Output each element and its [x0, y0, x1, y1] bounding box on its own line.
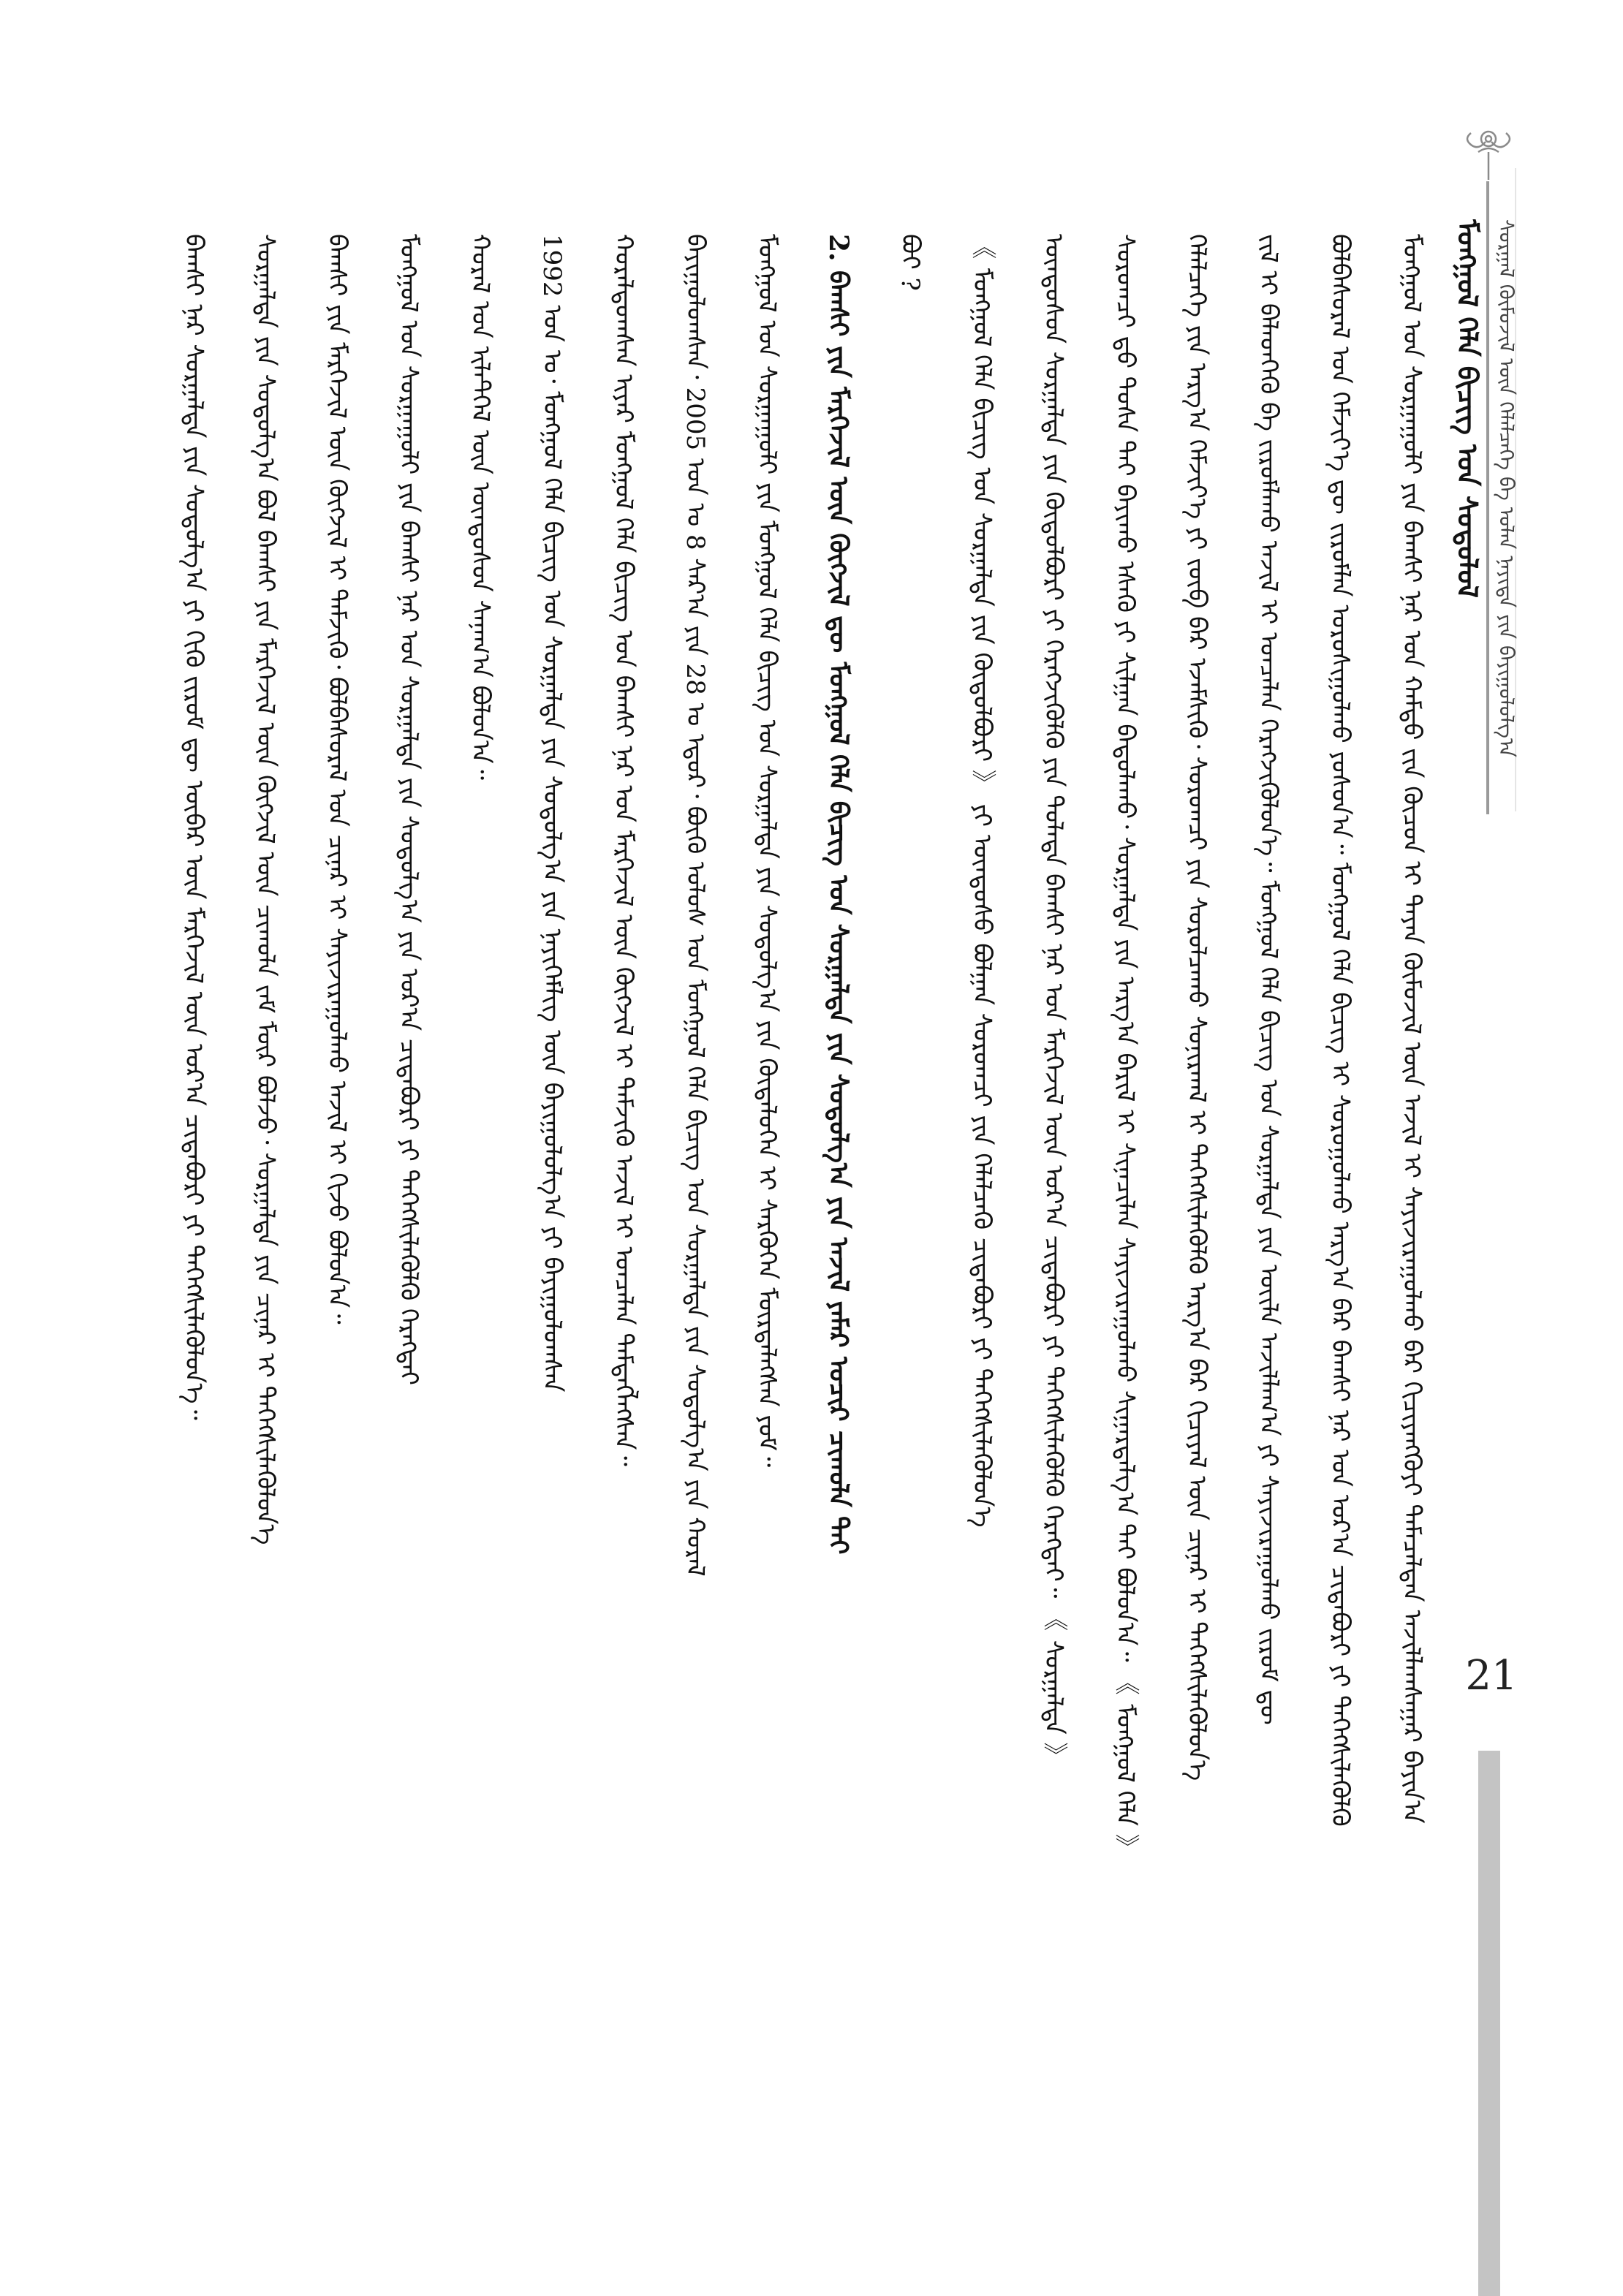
text-column-6: ᠦᠨᠳᠦᠰᠦᠨ ᠰᠤᠷᠭᠠᠯᠲᠠ ᠶᠢᠨ ᠬᠥᠲᠥᠯᠪᠦᠷᠢ ᠶᠢ ᠬᠡᠷᠡᠭᠵᠢᠭᠦᠯᠬᠦ ᠶᠢᠨ ᠲᠤᠯᠠᠳᠠ ᠪᠠᠭᠰᠢ ᠨᠠᠷ ᠤᠨ ᠮᠡᠷᠭᠡᠵᠢᠯ ᠦᠨ ᠤᠷ᠎ᠠ ᠴᠢᠳᠠᠪᠤᠷᠢ ᠶᠢ ᠳᠡᠭᠡᠭᠰᠢᠯᠡᠭᠦᠯᠬᠦ ᠬᠡᠷᠡᠭᠲᠡᠶ᠃ 《 ᠰᠤᠷᠭᠠᠯᠲᠠ 》 [1039, 234, 1068, 1768]
text-column-3: ᠵᠢᠯ ᠢ ᠪᠡᠯᠡᠳᠬᠡᠬᠦ ᠪᠠ ᠵᠢᠷᠤᠮᠯᠠᠬᠤ ᠠᠵᠢᠯ ᠢ ᠣᠨᠴᠠᠯᠠᠨ ᠬᠡᠷᠡᠭᠵᠢᠭᠦᠯᠦᠨ᠎ᠡ᠃ ᠮᠣᠩᠭᠣᠯ ᠬᠡᠯᠡ ᠪᠢᠴᠢᠭ᠌ ᠤᠨ ᠰᠤᠷᠭᠠᠯᠲᠠ ᠶᠢᠨ ᠦᠢᠯᠡ ᠠᠵᠢᠯᠯᠠᠭ᠎ᠠ ᠶᠢ ᠰᠠᠶᠢᠵᠢᠷᠠᠭᠤᠯᠬᠤ ᠵᠢᠷᠤᠮ ᠳᠦ [1254, 234, 1283, 1725]
text-column-5: ᠰᠤᠷᠤᠭᠴᠢ ᠳ᠋ᠤ᠌ ᠲᠤᠰᠠ ᠲᠠᠢ ᠪᠠᠶᠢᠬᠤ ᠡᠰᠡᠬᠦ ᠶᠢ ᠰᠢᠯᠭᠠᠨ ᠪᠠᠲᠤᠯᠠᠬᠤ᠂ ᠰᠤᠷᠭᠠᠯᠲᠠ ᠶᠢᠨ ᠠᠷᠭ᠎ᠠ ᠪᠠᠷᠢᠯ ᠢ ᠰᠢᠨᠡᠴᠢᠯᠡᠨ ᠰᠠᠶᠢᠵᠢᠷᠠᠭᠤᠯᠬᠤ ᠰᠢᠭᠠᠷᠳᠠᠯᠭ᠎ᠠ ᠲᠠᠶ ᠪᠣᠯᠤᠨ᠎ᠠ᠃ 《 ᠮᠣᠩᠭᠣᠯ ᠬᠡᠯᠡ 》 [1111, 234, 1140, 1860]
ornament-scroll-icon [1456, 123, 1521, 181]
text-column-16: ᠰᠤᠷᠭᠠᠯᠲᠠ ᠶᠢᠨ ᠰᠤᠳᠤᠯᠭ᠎ᠠ ᠪᠣᠯ ᠪᠠᠭᠰᠢ ᠶᠢᠨ ᠮᠡᠷᠭᠡᠵᠢᠯ ᠦᠨ ᠬᠥᠭᠵᠢᠯ ᠦᠨ ᠴᠢᠬᠤᠯᠠ ᠵᠠᠮ ᠮᠥᠷ ᠪᠣᠯᠵᠤ᠂ ᠰᠤᠷᠭᠠᠯᠲᠠ ᠶᠢᠨ ᠴᠢᠨᠠᠷ ᠢ ᠳᠡᠭᠡᠭᠰᠢᠯᠡᠭᠦᠯᠦᠨ᠎ᠡ [251, 234, 280, 1545]
page-number: 21 [1465, 1652, 1518, 1700]
running-header [1443, 219, 1524, 994]
text-column-1: ᠮᠣᠩᠭᠣᠯ ᠤᠨ ᠰᠤᠷᠭᠠᠭᠤᠯᠢ ᠶᠢᠨ ᠪᠠᠭᠰᠢ ᠨᠠᠷ ᠤᠨ ᠬᠠᠮᠲᠤ ᠵᠢᠨ ᠬᠦᠴᠦᠨ ᠢ ᠳᠠᠶᠠᠨ ᠬᠦᠮᠦᠵᠢᠯ ᠦᠨ ᠠᠵᠢᠯ ᠢ ᠰᠠᠶᠢᠵᠢᠷᠠᠭᠤᠯᠬᠤ ᠪᠠᠷ ᠬᠢᠴᠢᠶᠡᠩᠭᠦᠶᠢ ᠲᠡᠮᠡᠴᠡᠯᠳᠡᠨ ᠠᠵᠢᠯᠯᠠᠭᠰᠠᠭᠠᠷ ᠪᠠᠶᠢᠨ᠎ᠠ [1397, 234, 1426, 1824]
text-column-13: ᠬᠤᠷᠠᠯ ᠤᠨ ᠢᠯᠡᠲᠬᠡᠯ ᠦᠨ ᠦᠨᠳᠦᠰᠦᠨ ᠰᠠᠨᠠᠭ᠎ᠠ ᠪᠣᠯᠤᠨ᠎ᠠ᠃ [466, 234, 495, 780]
text-column-2: ᠪᠣᠯᠪᠠᠰᠤᠷᠠᠯ ᠤᠨ ᠬᠡᠮᠵᠢᠶ᠎ᠡ ᠳᠦ ᠵᠢᠷᠤᠮᠯᠠᠨ ᠣᠷᠣᠰᠢᠭᠤᠯᠬᠤ ᠶᠤᠰᠤᠨ᠎ᠠ᠃ ᠮᠣᠩᠭᠣᠯ ᠬᠡᠯᠡ ᠪᠢᠴᠢᠭ᠌ ᠢ ᠰᠤᠷᠤᠭᠤᠯᠬᠤ ᠠᠷᠭ᠎ᠠ ᠪᠠᠷ ᠪᠠᠭᠰᠢ ᠨᠠᠷ ᠤᠨ ᠤᠷ᠎ᠠ ᠴᠢᠳᠠᠪᠤᠷᠢ ᠶᠢ ᠳᠡᠭᠡᠭᠰᠢᠯᠡᠭᠦᠯᠬᠦ [1325, 234, 1355, 1827]
section-heading: 2. ᠪᠠᠭᠰᠢ ᠶᠢᠨ ᠮᠡᠷᠭᠡᠵᠢᠯ ᠦᠨ ᠬᠥᠭᠵᠢᠯ ᠳᠦ ᠮᠣᠩᠭᠣᠯ ᠬᠡᠯᠡ ᠪᠢᠴᠢᠭ᠌ ᠤᠨ ᠰᠤᠷᠭᠠᠯᠲᠠ ᠶᠢᠨ ᠰᠤᠳᠤᠯᠭ᠎ᠠ ᠶᠢᠨ ᠠᠵᠢᠯ ᠶᠠᠮᠠᠷ ᠤᠴᠢᠷ ᠴᠢᠬᠤᠯᠠ ᠲᠠᠶ [823, 234, 854, 1555]
running-header-title: ᠮᠣᠩᠭᠣᠯ ᠬᠡᠯᠡ ᠪᠢᠴᠢᠭ᠌ ᠤᠨ ᠰᠤᠳᠤᠯᠤᠯ [1451, 219, 1484, 598]
page-edge-bar [1478, 1751, 1500, 2296]
text-column-17: ᠪᠠᠭᠰᠢ ᠨᠠᠷ ᠰᠤᠷᠭᠠᠯᠲᠠ ᠶᠢᠨ ᠰᠤᠳᠤᠯᠭ᠎ᠠ ᠶᠢ ᠬᠢᠬᠦ ᠵᠢᠷᠤᠮ ᠳᠦ ᠥᠪᠡᠷ ᠦᠨ ᠮᠡᠷᠭᠡᠵᠢᠯ ᠦᠨ ᠤᠷ᠎ᠠ ᠴᠢᠳᠠᠪᠤᠷᠢ ᠶᠢ ᠳᠡᠭᠡᠭᠰᠢᠯᠡᠭᠦᠯᠦᠨ᠎ᠡ᠃ [179, 234, 208, 1420]
running-header-subtitle: ᠰᠤᠷᠭᠠᠯ ᠬᠦᠮᠦᠵᠢᠯ ᠦᠨ ᠬᠡᠯᠡᠯᠴᠡᠭᠡ ᠪᠠ ᠣᠯᠠᠨ ᠨᠡᠶᠢᠲᠡ ᠶᠢᠨ ᠪᠠᠶᠢᠭᠤᠯᠤᠯᠭ᠎ᠠ [1494, 219, 1518, 757]
text-column-8: ᠪᠤᠢ ? [896, 234, 925, 291]
text-column-11: ᠬᠤᠷᠠᠯᠳᠤᠭᠰᠠᠨ ᠢᠶᠠᠷ ᠮᠣᠩᠭᠣᠯ ᠬᠡᠯᠡ ᠪᠢᠴᠢᠭ᠌ ᠤᠨ ᠪᠠᠭᠰᠢ ᠨᠠᠷ ᠤᠨ ᠮᠡᠷᠭᠡᠵᠢᠯ ᠦᠨ ᠬᠥᠭᠵᠢᠯ ᠢ ᠳᠡᠮᠵᠢᠬᠦ ᠠᠵᠢᠯ ᠢ ᠣᠨᠴᠠᠯᠠᠨ ᠲᠡᠮᠳᠡᠭᠯᠡᠭᠰᠡᠨ᠃ [609, 234, 638, 1466]
text-column-9: ᠮᠣᠩᠭᠣᠯ ᠤᠨ ᠰᠤᠷᠭᠠᠭᠤᠯᠢ ᠶᠢᠨ ᠮᠣᠩᠭᠣᠯ ᠬᠡᠯᠡ ᠪᠢᠴᠢᠭ᠌ ᠤᠨ ᠰᠤᠷᠭᠠᠯᠲᠠ ᠶᠢᠨ ᠰᠤᠳᠤᠯᠭ᠎ᠠ ᠶᠢᠨ ᠬᠥᠳᠡᠯᠦᠭᠡᠨ ᠢ ᠰᠡᠷᠭᠦᠭᠡᠨ ᠮᠥᠷᠳᠡᠯᠡᠭᠰᠡᠨ ᠶᠤᠮ᠃ [752, 234, 782, 1468]
text-column-15: ᠪᠠᠭᠰᠢ ᠶᠢᠨ ᠮᠡᠷᠭᠡᠵᠢᠯ ᠦᠨ ᠬᠥᠭᠵᠢᠯ ᠢ ᠳᠡᠮᠵᠢᠬᠦ᠂ ᠪᠣᠯᠪᠠᠰᠤᠷᠠᠯ ᠤᠨ ᠴᠢᠨᠠᠷ ᠢ ᠰᠠᠶᠢᠵᠢᠷᠠᠭᠤᠯᠬᠤ ᠠᠵᠢᠯ ᠢ ᠬᠢᠵᠦ ᠪᠣᠯᠤᠨ᠎ᠠ᠃ [322, 234, 352, 1325]
text-column-10: ᠪᠠᠶᠢᠭᠤᠯᠤᠭᠰᠠᠨ᠂ 2005 ᠣᠨ ᠤ 8 ᠰᠠᠷ᠎ᠠ ᠶᠢᠨ 28 ᠤ ᠡᠳᠦᠷ᠂ ᠪᠦᠬᠦ ᠤᠯᠤᠰ ᠤᠨ ᠮᠣᠩᠭᠣᠯ ᠬᠡᠯᠡ ᠪᠢᠴᠢᠭ᠌ ᠤᠨ ᠰᠤᠷᠭᠠᠯᠲᠠ ᠶᠢᠨ ᠰᠤᠳᠤᠯᠭ᠎ᠠ ᠶᠢᠨ ᠬᠤᠷᠠᠯ [681, 234, 710, 1577]
text-column-14: ᠮᠣᠩᠭᠣᠯ ᠤᠨ ᠰᠤᠷᠭᠠᠭᠤᠯᠢ ᠶᠢᠨ ᠪᠠᠭᠰᠢ ᠨᠠᠷ ᠤᠨ ᠰᠤᠷᠭᠠᠯᠲᠠ ᠶᠢᠨ ᠰᠤᠳᠤᠯᠭ᠎ᠠ ᠶᠢᠨ ᠤᠷ᠎ᠠ ᠴᠢᠳᠠᠪᠤᠷᠢ ᠶᠢ ᠳᠡᠭᠡᠭᠰᠢᠯᠡᠭᠦᠯᠬᠦ ᠬᠡᠷᠡᠭᠲᠡᠶ [394, 234, 423, 1386]
text-column-7: 《 ᠮᠣᠩᠭᠣᠯ ᠬᠡᠯᠡ ᠪᠢᠴᠢᠭ᠌ ᠤᠨ ᠰᠤᠷᠭᠠᠯᠲᠠ ᠶᠢᠨ ᠬᠥᠲᠥᠯᠪᠦᠷᠢ 》 ᠶᠢ ᠦᠨᠳᠦᠰᠦ ᠪᠣᠯᠭᠠᠨ ᠰᠤᠷᠤᠭᠴᠢ ᠶᠢᠨ ᠬᠡᠯᠡᠯᠴᠡᠬᠦ ᠴᠢᠳᠠᠪᠤᠷᠢ ᠶᠢ ᠳᠡᠭᠡᠭᠰᠢᠯᠡᠭᠦᠯᠦᠨ᠎ᠡ [967, 234, 996, 1528]
text-column-4: ᠬᠡᠯᠡᠯᠴᠡᠭᠡ ᠶᠢᠨ ᠠᠷᠭ᠎ᠠ ᠬᠡᠮᠵᠢᠶ᠎ᠡ ᠶᠢ ᠵᠦᠪ ᠪᠠᠷ ᠡᠵᠡᠮᠰᠢᠬᠦ᠂ ᠰᠤᠷᠤᠭᠴᠢ ᠶᠢᠨ ᠰᠤᠷᠤᠯᠴᠠᠬᠤ ᠰᠣᠨᠢᠷᠬᠠᠯ ᠢ ᠳᠡᠭᠡᠭᠰᠢᠯᠡᠭᠦᠯᠬᠦ ᠠᠷᠭ᠎ᠠ ᠪᠠᠷ ᠬᠢᠴᠢᠶᠡᠯ ᠦᠨ ᠴᠢᠨᠠᠷ ᠢ ᠳᠡᠭᠡᠭᠰᠢᠯᠡᠭᠦᠯᠦᠨ᠎ᠡ [1182, 234, 1211, 1781]
text-column-12: 1992 ᠣᠨ ᠤ᠂ ᠮᠣᠩᠭᠣᠯ ᠬᠡᠯᠡ ᠪᠢᠴᠢᠭ᠌ ᠤᠨ ᠰᠤᠷᠭᠠᠯᠲᠠ ᠶᠢᠨ ᠰᠤᠳᠤᠯᠭ᠎ᠠ ᠶᠢᠨ ᠨᠡᠶᠢᠭᠡᠮᠯᠢᠭ ᠦᠨ ᠪᠠᠶᠢᠭᠤᠯᠤᠯᠭ᠎ᠠ ᠶᠢ ᠪᠠᠶᠢᠭᠤᠯᠤᠭᠰᠠᠨ [537, 234, 567, 1393]
header-ornament [1456, 123, 1521, 181]
